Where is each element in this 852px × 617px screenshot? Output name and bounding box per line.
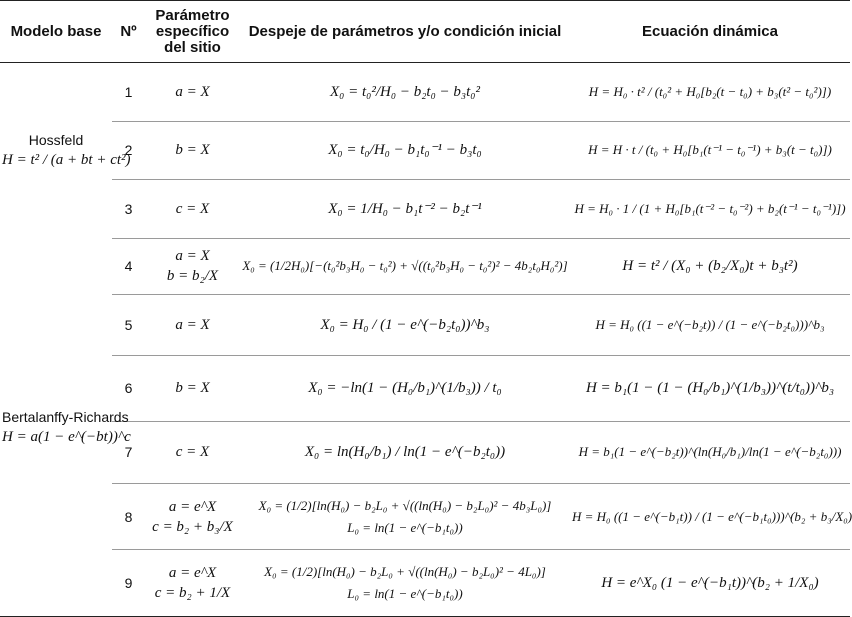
header-solve: Despeje de parámetros y/o condición inicial [240,1,570,63]
solve-line: X₀ = t₀/H₀ − b₁t₀⁻¹ − b₃t₀ [328,142,482,159]
model-hossfeld-cell [0,63,131,239]
header-param: Parámetro específico del sitio [145,1,240,63]
equation-text: H = H₀ · 1 / (1 + H₀[b₁(t⁻² − t₀⁻²) + b₂(t⁻¹ − t₀⁻¹)]) [574,200,846,216]
solve-line: L₀ = ln(1 − e^(−b₁t₀)) [347,586,463,602]
param-cell [145,180,240,239]
equation-text: H = t² / (X₀ + (b₂/X₀)t + b₃t²) [622,258,798,275]
equation-cell [570,238,850,295]
header-model: Modelo base [0,1,112,63]
header-equation: Ecuación dinámica [570,1,850,63]
row-number: 4 [112,238,145,295]
header-row [0,1,850,63]
param-line: c = X [175,444,210,461]
table-row [0,295,850,356]
row-number: 1 [112,63,145,122]
equation-cell [570,180,850,239]
table-row [0,121,850,180]
equation-text: H = H₀ ((1 − e^(−b₁t)) / (1 − e^(−b₁t₀)))^(b₂ + b₃/X₀) [572,508,852,524]
row-number: 2 [112,121,145,180]
equation-cell [570,483,850,550]
param-line: c = b₂ + b₃/X [152,518,233,535]
row-number: 7 [112,422,145,484]
param-cell [145,121,240,180]
solve-cell [240,63,570,122]
param-cell [145,63,240,122]
solve-line: X₀ = 1/H₀ − b₁t⁻² − b₂t⁻¹ [328,200,482,217]
param-cell [145,483,240,550]
equation-text: H = b₁(1 − (1 − (H₀/b₁)^(1/b₃))^(t/t₀))^b₃ [585,380,835,397]
solve-line: X₀ = (1/2H₀)[−(t₀²b₃H₀ − t₀²) + √((t₀²b₃H₀ − t₀²)² − 4b₂t₀H₀²)] [242,258,568,274]
solve-cell [240,238,570,295]
param-line: b = X [175,380,210,397]
row-number: 3 [112,180,145,239]
equation-cell [570,63,850,122]
param-line: c = X [175,200,210,217]
model-name: Hossfeld [28,132,84,149]
solve-line: X₀ = (1/2)[ln(H₀) − b₂L₀ + √((ln(H₀) − b₂L₀)² − 4L₀)] [264,564,546,580]
param-cell [145,295,240,356]
solve-line: X₀ = −ln(1 − (H₀/b₁)^(1/b₃)) / t₀ [308,380,502,397]
param-line: b = X [175,142,210,159]
solve-cell [240,121,570,180]
param-cell [145,422,240,484]
equation-text: H = e^X₀ (1 − e^(−b₁t))^(b₂ + 1/X₀) [601,575,819,592]
equation-text: H = H · t / (t₀ + H₀[b₁(t⁻¹ − t₀⁻¹) + b₃(t − t₀)]) [588,142,832,158]
equation-cell [570,422,850,484]
solve-cell [240,180,570,239]
equation-cell [570,550,850,617]
solve-line: L₀ = ln(1 − e^(−b₁t₀)) [347,519,463,535]
param-cell [145,355,240,422]
table-row [0,483,850,550]
table-row [0,238,850,295]
param-line: c = b₂ + 1/X [154,585,231,602]
param-cell [145,550,240,617]
param-line: a = X [175,83,210,100]
solve-cell [240,550,570,617]
row-number: 9 [112,550,145,617]
param-line: a = X [175,316,210,333]
model-bertalanffy-cell [0,238,131,616]
param-line: a = e^X [168,498,217,515]
solve-line: X₀ = ln(H₀/b₁) / ln(1 − e^(−b₂t₀)) [304,444,506,461]
solve-cell [240,295,570,356]
solve-cell [240,483,570,550]
equation-cell [570,355,850,422]
solve-line: X₀ = (1/2)[ln(H₀) − b₂L₀ + √((ln(H₀) − b₂L₀)² − 4b₃L₀)] [258,497,552,513]
param-line: a = X [175,248,210,265]
equation-cell [570,295,850,356]
model-formula: H = a(1 − e^(−bt))^c [2,428,131,445]
solve-cell [240,422,570,484]
equation-text: H = b₁(1 − e^(−b₂t))^(ln(H₀/b₁)/ln(1 − e^(−b₂t₀))) [578,444,842,460]
row-number: 6 [112,355,145,422]
row-number: 5 [112,295,145,356]
equation-text: H = H₀ ((1 − e^(−b₂t)) / (1 − e^(−b₂t₀)))^b₃ [595,316,825,332]
param-line: b = b₂/X [166,268,219,285]
equation-cell [570,121,850,180]
table-row [0,63,850,122]
solve-line: X₀ = t₀²/H₀ − b₂t₀ − b₃t₀² [329,83,481,100]
table-row [0,180,850,239]
equation-text: H = H₀ · t² / (t₀² + H₀[b₂(t − t₀) + b₃(t² − t₀²)]) [588,83,832,99]
model-formula: H = t² / (a + bt + ct²) [2,152,131,169]
model-name: Bertalanffy-Richards [2,408,129,425]
row-number: 8 [112,483,145,550]
param-line: a = e^X [168,565,217,582]
table-row [0,550,850,617]
param-cell [145,238,240,295]
solve-line: X₀ = H₀ / (1 − e^(−b₂t₀))^b₃ [320,316,490,333]
solve-cell [240,355,570,422]
header-number: Nº [112,1,145,63]
